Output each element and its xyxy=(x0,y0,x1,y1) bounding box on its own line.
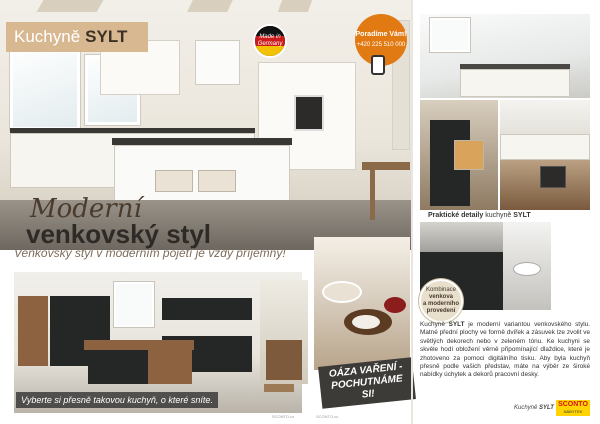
made-in-germany-badge xyxy=(253,24,287,58)
base-cabinets xyxy=(460,69,570,97)
ceiling-beam xyxy=(37,0,104,12)
body-paragraph: je moderní variantou venkovského stylu. Matné přední plochy ve formě dvířek a zásuvek lze zvolit ve světlých dekorech nebo v zeleném tónu. Ke kuchyni se skvěle hodí obložení věrně připomínající dlaždice, které je zhotoveno za pomoci digitálního tisku. Aby byla kuchyň přesně podle vašich představ, máte na výběr ze široké nabídky úchytek a dekorů pracovní desky. xyxy=(420,321,591,379)
title-name: SYLT xyxy=(85,27,128,46)
sconto-logo[interactable] xyxy=(556,400,590,416)
toaster-photo xyxy=(500,160,590,210)
open-shelf xyxy=(155,170,193,192)
details-name: SYLT xyxy=(513,212,531,219)
combo-line1: Kombinace xyxy=(425,287,457,293)
berries-bowl xyxy=(384,297,406,313)
subtitle: Venkovský styl v moderním pojetí je vždy příjemný! xyxy=(14,246,286,260)
pullout-drawer-photo xyxy=(420,100,498,210)
phone-icon xyxy=(371,55,385,75)
title-prefix: Kuchyně xyxy=(14,27,81,46)
sink-basin xyxy=(513,262,541,276)
open-shelf xyxy=(198,170,236,192)
dining-table xyxy=(362,162,410,170)
range-hood xyxy=(195,40,240,85)
window xyxy=(430,18,470,52)
details-prefix: Praktické detaily xyxy=(428,212,484,219)
body-lead-prefix: Kuchyně xyxy=(420,321,445,328)
dark-island xyxy=(88,350,148,384)
headline-script: Moderní xyxy=(30,194,142,224)
spice-rack xyxy=(454,140,484,170)
wood-shelf-wall xyxy=(18,296,48,366)
window xyxy=(10,50,80,130)
logo-sub: NÁBYTEK xyxy=(563,409,583,414)
combo-line2: venkova xyxy=(428,294,453,300)
base-cabinets xyxy=(500,134,590,160)
firewood-shelf xyxy=(266,340,302,380)
footer-brand xyxy=(514,405,554,411)
body-lead-name: SYLT xyxy=(448,321,465,328)
food-caption: OÁZA VAŘENÍ - POCHUTNÁME SI! xyxy=(318,357,416,409)
open-shelf-photo xyxy=(500,100,590,160)
page-footer-mid: SCONTO.cz xyxy=(316,414,339,419)
sink-detail-photo xyxy=(503,222,551,310)
dark-kitchen-caption: Vyberte si přesně takovou kuchyň, o které sníte. xyxy=(16,392,218,408)
footer-brand-name: SYLT xyxy=(539,405,554,411)
advice-phone: +420 225 510 000 xyxy=(356,42,406,48)
page-footer-left: SCONTO.cz xyxy=(272,414,295,419)
plate xyxy=(322,281,362,303)
toaster xyxy=(540,166,566,188)
ceiling-beam xyxy=(187,0,233,12)
dark-wall-cabinets xyxy=(162,298,252,320)
corner-sink-photo xyxy=(420,14,590,98)
cheese-bowl xyxy=(352,315,380,329)
footer-brand-prefix: Kuchyně xyxy=(514,405,538,411)
island-top xyxy=(112,138,292,145)
details-caption xyxy=(428,212,531,219)
page-gutter xyxy=(411,0,413,424)
shelf-detail-photo xyxy=(260,280,308,384)
combo-badge xyxy=(419,279,463,323)
body-text xyxy=(420,321,590,380)
logo-main: SCONTO xyxy=(558,401,588,408)
headline-big: venkovský styl xyxy=(26,219,212,249)
island-wood-side xyxy=(148,350,192,384)
ceiling-beam xyxy=(278,0,312,12)
headline xyxy=(26,196,211,248)
advice-label: Poradíme Vám! xyxy=(355,31,407,38)
combo-line3: a moderního xyxy=(422,301,459,307)
details-suffix: kuchyně xyxy=(485,212,512,219)
island-wood-top xyxy=(84,340,194,350)
oven xyxy=(294,95,324,131)
window xyxy=(114,282,154,327)
combo-line4: provedení xyxy=(426,308,456,314)
table-leg xyxy=(370,170,375,220)
page-title xyxy=(6,22,148,52)
made-in-label: Made in Germany xyxy=(257,34,283,47)
food-photo xyxy=(314,237,410,370)
